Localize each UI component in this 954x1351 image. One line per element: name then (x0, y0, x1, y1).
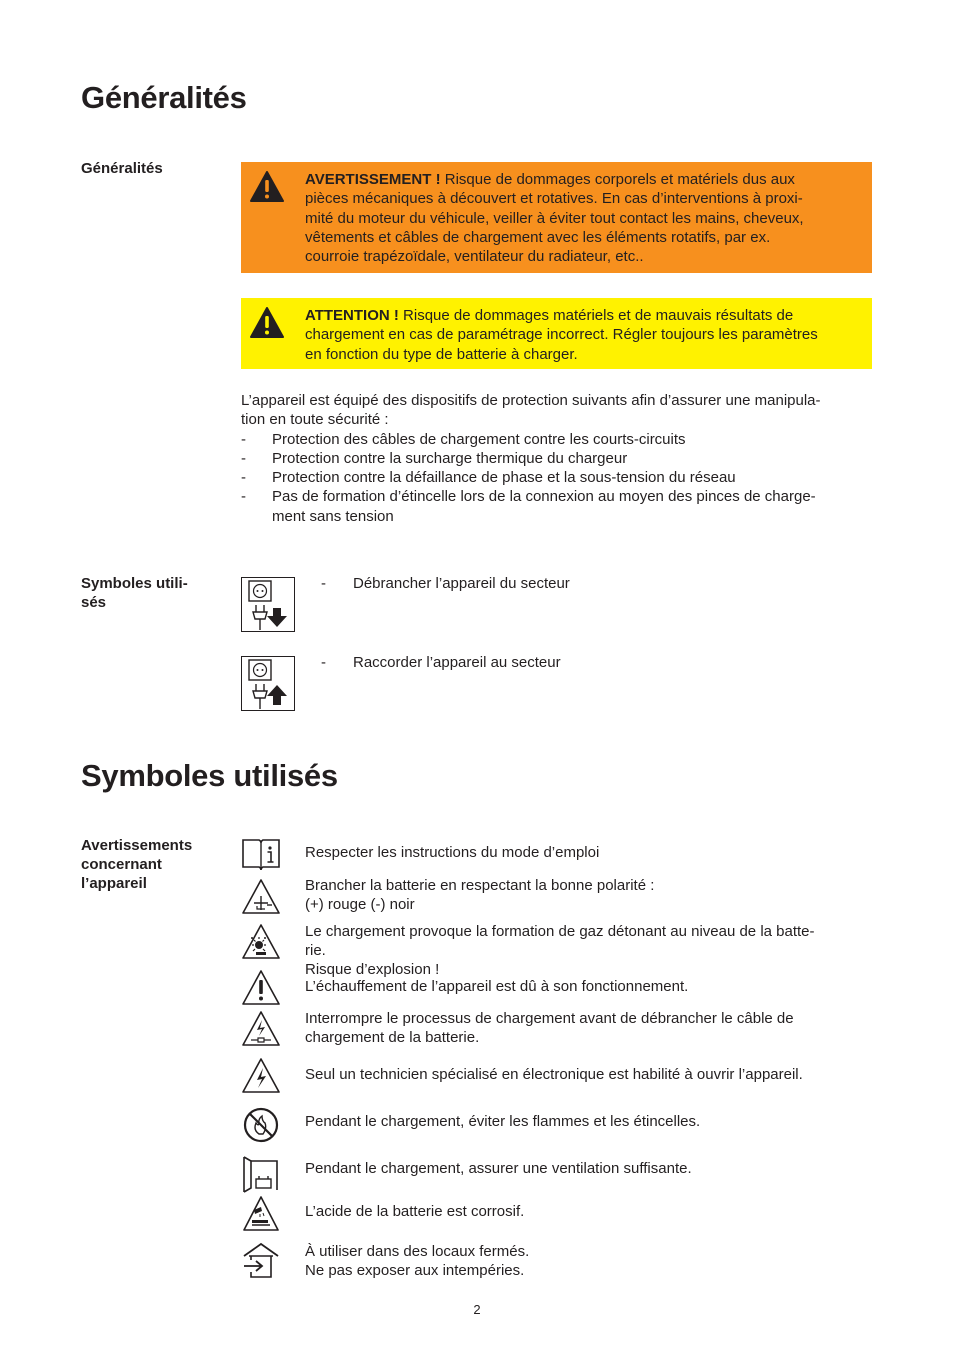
list-item-text: Protection contre la défaillance de phase et la sous-tension du réseau (272, 469, 736, 487)
warning-row-line: Le chargement provoque la formation de gaz détonant au niveau de la batte- (305, 923, 815, 940)
lightning-cable-icon (241, 1010, 281, 1048)
warning-row-text (305, 1242, 870, 1280)
warning-line: Risque de dommages corporels et matériels dus aux (440, 171, 795, 188)
list-item-text: Pas de formation d’étincelle lors de la connexion au moyen des pinces de charge- (272, 488, 816, 506)
page-number: 2 (473, 1302, 481, 1317)
list-dash: - (241, 488, 246, 506)
warning-row-line: Interrompre le processus de chargement avant de débrancher le câble de (305, 1010, 794, 1027)
list-dash: - (241, 449, 246, 467)
symbol-text: Débrancher l’appareil du secteur (353, 575, 570, 592)
attention-label: ATTENTION ! (305, 307, 399, 324)
warning-row-line: Pendant le chargement, assurer une ventilation suffisante. (305, 1160, 692, 1177)
warning-row-line: Brancher la batterie en respectant la bonne polarité : (305, 877, 655, 894)
symbol-disconnect-text (321, 574, 570, 593)
warning-text (305, 170, 862, 266)
corrosive-acid-icon (241, 1195, 281, 1233)
side-label-line: sés (81, 594, 107, 611)
warning-row-line: À utiliser dans des locaux fermés. (305, 1243, 530, 1260)
side-label-line: concernant (81, 856, 162, 873)
ventilation-icon (241, 1155, 281, 1193)
warning-row-text (305, 1159, 870, 1178)
warning-label: AVERTISSEMENT ! (305, 171, 441, 188)
indoor-use-icon (241, 1242, 281, 1280)
list-item-text: ment sans tension (272, 507, 394, 525)
list-dash: - (321, 654, 326, 671)
warning-row-line: L’acide de la batterie est corrosif. (305, 1203, 525, 1220)
list-item-text: Protection des câbles de chargement contre les courts-circuits (272, 430, 686, 448)
warning-row-text (305, 1009, 870, 1047)
warning-box (241, 162, 872, 273)
attention-line: Risque de dommages matériels et de mauvais résultats de (398, 307, 794, 324)
exclamation-triangle-icon (241, 969, 281, 1007)
warning-row-text (305, 977, 870, 996)
warning-line: mité du moteur du véhicule, veiller à éviter tout contact les mains, cheveux, (305, 209, 804, 227)
warning-row-line: Ne pas exposer aux intempéries. (305, 1262, 525, 1280)
battery-polarity-icon (241, 878, 281, 916)
list-item (241, 468, 872, 487)
page-title-generalites: Généralités (81, 80, 247, 115)
list-item (241, 449, 872, 468)
plug-connect-icon (241, 656, 295, 711)
warning-line: vêtements et câbles de chargement avec les éléments rotatifs, par ex. (305, 228, 771, 246)
attention-line: chargement en cas de paramétrage incorrect. Régler toujours les paramètres (305, 326, 818, 344)
side-label-line: l’appareil (81, 875, 147, 892)
plug-disconnect-icon (241, 577, 295, 632)
list-item (241, 430, 872, 449)
warning-triangle-icon (249, 306, 285, 339)
warning-row-line: rie. (305, 942, 326, 960)
warning-row-line: Respecter les instructions du mode d’emploi (305, 844, 600, 861)
warning-row-text (305, 1065, 870, 1084)
warning-row-line: (+) rouge (-) noir (305, 896, 415, 914)
symbol-connect-text (321, 653, 561, 672)
list-dash: - (241, 430, 246, 448)
electric-shock-icon (241, 1057, 281, 1095)
list-item (241, 487, 872, 526)
warning-row-text (305, 843, 870, 862)
page-title-symboles: Symboles utilisés (81, 758, 338, 793)
intro-line: L’appareil est équipé des dispositifs de protection suivants afin d’assurer une manipula- (241, 392, 821, 409)
side-label-line: Avertissements (81, 837, 193, 854)
protection-intro (241, 391, 872, 526)
warning-row-text (305, 1202, 870, 1221)
warning-row-line: chargement de la batterie. (305, 1029, 480, 1047)
attention-text (305, 306, 862, 364)
side-label-generalites: Généralités (81, 160, 163, 177)
warning-triangle-icon (249, 170, 285, 203)
side-label-line: Symboles utili- (81, 575, 188, 592)
list-dash: - (321, 575, 326, 592)
warning-line: courroie trapézoïdale, ventilateur du radiateur, etc.. (305, 248, 644, 266)
warning-row-line: Seul un technicien spécialisé en électronique est habilité à ouvrir l’appareil. (305, 1066, 803, 1083)
manual-book-icon (241, 835, 281, 873)
symbol-text: Raccorder l’appareil au secteur (353, 654, 561, 671)
list-dash: - (241, 469, 246, 487)
warning-row-text (305, 922, 870, 980)
no-fire-icon (241, 1105, 281, 1143)
warning-row-text (305, 1112, 870, 1131)
attention-line: en fonction du type de batterie à charger. (305, 345, 578, 363)
explosion-icon (241, 923, 281, 961)
warning-row-text (305, 876, 870, 914)
warning-line: pièces mécaniques à découvert et rotatives. En cas d’interventions à proxi- (305, 190, 803, 208)
list-item-text: Protection contre la surcharge thermique du chargeur (272, 449, 628, 467)
attention-box (241, 298, 872, 369)
side-label-warnings (81, 836, 221, 893)
warning-row-line: Pendant le chargement, éviter les flammes et les étincelles. (305, 1113, 701, 1130)
warning-row-line: L’échauffement de l’appareil est dû à son fonctionnement. (305, 978, 689, 995)
intro-line: tion en toute sécurité : (241, 411, 389, 429)
side-label-symbols (81, 574, 221, 612)
warning-row-line: Risque d’explosion ! (305, 961, 440, 979)
